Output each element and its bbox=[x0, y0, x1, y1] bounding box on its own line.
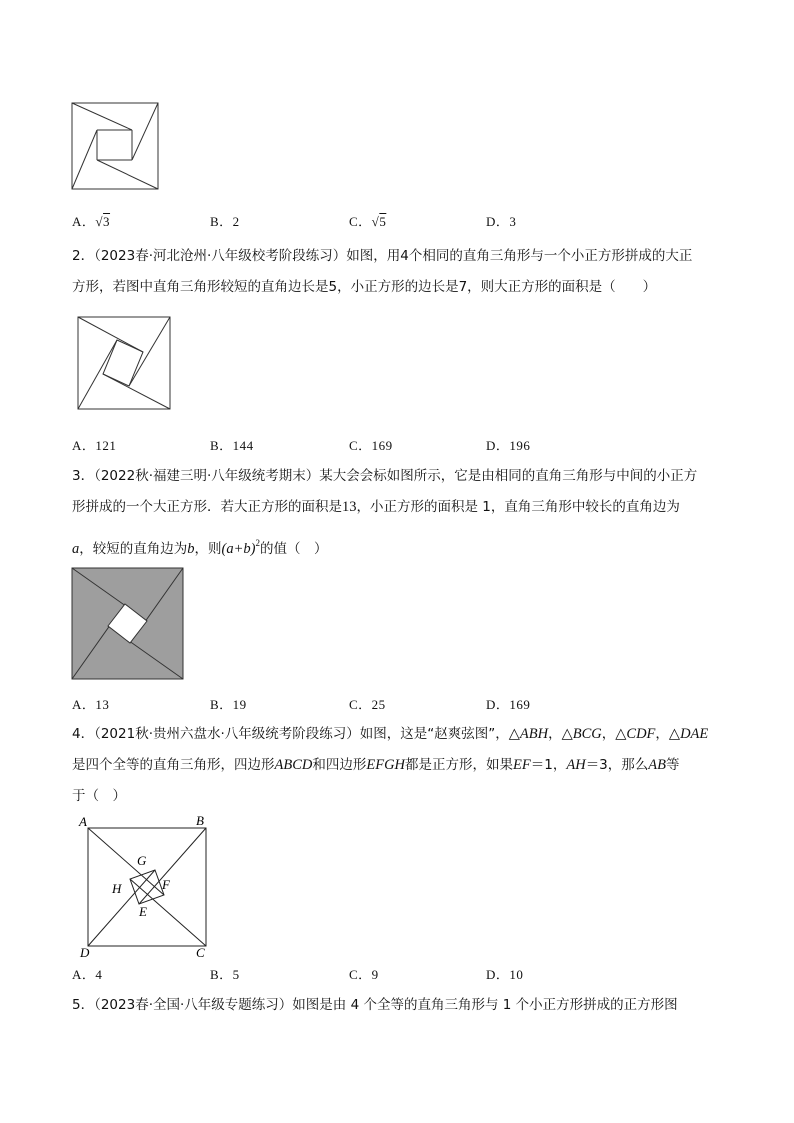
q3-stem-line1: 3．（2022秋·福建三明·八年级统考期末）某大会会标如图所示，它是由相同的直角三角形与中间的小正方 bbox=[72, 468, 698, 484]
q4-figure bbox=[74, 812, 214, 962]
q2-stem-line1: 2．（2023春·河北沧州·八年级校考阶段练习）如图，用4个相同的直角三角形与一个小正方形拼成的大正 bbox=[72, 248, 693, 264]
sqrt-symbol: √5 bbox=[371, 214, 387, 229]
q2-option-d[interactable]: D．196 bbox=[486, 438, 531, 453]
q2-option-b[interactable]: B．144 bbox=[210, 438, 254, 453]
q1-option-c[interactable]: C．√5 bbox=[349, 214, 387, 229]
sqrt-symbol: √3 bbox=[95, 214, 111, 229]
q4-stem-line2: 是四个全等的直角三角形，四边形ABCD和四边形EFGH都是正方形，如果EF＝1，AH＝3，那么AB等 bbox=[72, 757, 680, 773]
q1-option-d[interactable]: D．3 bbox=[486, 214, 517, 229]
label-a: A bbox=[79, 814, 87, 829]
label-f: F bbox=[162, 877, 170, 892]
q4-option-d[interactable]: D．10 bbox=[486, 967, 524, 982]
label-c: C bbox=[196, 945, 205, 960]
q1-option-b[interactable]: B．2 bbox=[210, 214, 240, 229]
q2-option-c[interactable]: C．169 bbox=[349, 438, 393, 453]
q4-stem-line3: 于（ ） bbox=[72, 788, 126, 804]
q3-option-a[interactable]: A．13 bbox=[72, 697, 110, 712]
label-g: G bbox=[137, 853, 147, 868]
q4-stem-line1: 4．（2021秋·贵州六盘水·八年级统考阶段练习）如图，这是“赵爽弦图”，△ABH，△BCG，△CDF，△DAE bbox=[72, 726, 709, 742]
q4-option-a[interactable]: A．4 bbox=[72, 967, 103, 982]
q1-figure bbox=[71, 102, 161, 192]
q2-stem-line2: 方形，若图中直角三角形较短的直角边长是5，小正方形的边长是7，则大正方形的面积是（ ） bbox=[72, 279, 657, 295]
q3-option-c[interactable]: C．25 bbox=[349, 697, 386, 712]
q5-stem-line1: 5．（2023春·全国·八年级专题练习）如图是由 4 个全等的直角三角形与 1 个小正方形拼成的正方形图 bbox=[72, 997, 678, 1013]
q4-option-c[interactable]: C．9 bbox=[349, 967, 379, 982]
q4-option-b[interactable]: B．5 bbox=[210, 967, 240, 982]
q1-option-a[interactable]: A．√3 bbox=[72, 214, 111, 229]
label-d: D bbox=[80, 945, 90, 960]
label-e: E bbox=[139, 904, 147, 919]
q3-stem-line3: a，较短的直角边为b，则$(a+b)^2$的值（ ） bbox=[72, 538, 328, 557]
q3-stem-line2: 形拼成的一个大正方形．若大正方形的面积是13，小正方形的面积是 1，直角三角形中较长的直角边为 bbox=[72, 499, 680, 515]
q2-figure bbox=[77, 316, 173, 412]
label-h: H bbox=[112, 881, 122, 896]
q3-option-d[interactable]: D．169 bbox=[486, 697, 531, 712]
q3-figure bbox=[71, 567, 185, 681]
q3-option-b[interactable]: B．19 bbox=[210, 697, 247, 712]
label-b: B bbox=[196, 813, 204, 828]
q2-option-a[interactable]: A．121 bbox=[72, 438, 117, 453]
